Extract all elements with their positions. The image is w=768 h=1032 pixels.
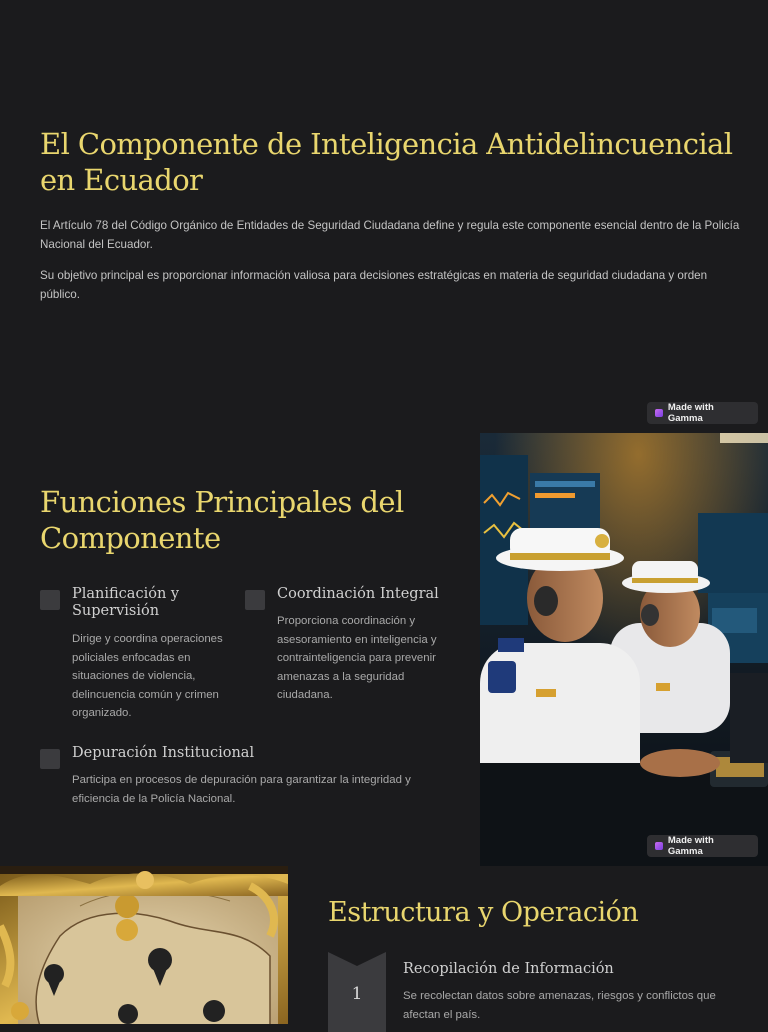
step-title: Recopilación de Información: [403, 961, 614, 977]
feature-title: Coordinación Integral: [277, 586, 439, 602]
step-description: Se recolectan datos sobre amenazas, riesgos y conflictos que afectan el país.: [403, 990, 716, 1021]
made-with-gamma-badge[interactable]: [647, 402, 758, 424]
feature-square-icon: [40, 590, 60, 610]
gamma-logo-icon: [655, 409, 663, 417]
slide-functions: [0, 432, 768, 866]
police-officers-image: [480, 433, 768, 866]
slide-structure: [0, 866, 768, 1024]
badge-label: Made with Gamma: [667, 402, 714, 424]
feature-description: Dirige y coordina operaciones policiales enfocadas en situaciones de violencia, delincuencia común y crimen organizado.: [72, 633, 223, 719]
feature-description: Participa en procesos de depuración para garantizar la integridad y eficiencia de la Policía Nacional.: [72, 774, 411, 805]
slide-intro: [0, 0, 768, 432]
feature-description: Proporciona coordinación y asesoramiento en inteligencia y contrainteligencia para prevenir amenazas a la seguridad ciudadana.: [277, 615, 437, 701]
feature-square-icon: [40, 749, 60, 769]
slide-title: El Componente de Inteligencia Antidelincuencial en Ecuador: [40, 127, 733, 197]
step-number: 1: [351, 984, 363, 1004]
feature-title: Depuración Institucional: [72, 745, 255, 761]
ecuador-map-image: [0, 866, 288, 1024]
feature-square-icon: [245, 590, 265, 610]
slide-title: Estructura y Operación: [328, 897, 639, 928]
made-with-gamma-badge[interactable]: [647, 835, 758, 857]
gamma-logo-icon: [655, 842, 663, 850]
intro-paragraph-1: El Artículo 78 del Código Orgánico de Entidades de Seguridad Ciudadana define y regula este componente esencial dentro de la Policía Nacional del Ecuador.: [40, 219, 740, 251]
badge-label: Made with Gamma: [667, 835, 714, 857]
slide-title: Funciones Principales del Componente: [40, 485, 404, 555]
feature-title: Planificación y Supervisión: [72, 586, 180, 619]
intro-paragraph-2: Su objetivo principal es proporcionar información valiosa para decisiones estratégicas en materia de seguridad ciudadana y orden público.: [40, 269, 708, 301]
